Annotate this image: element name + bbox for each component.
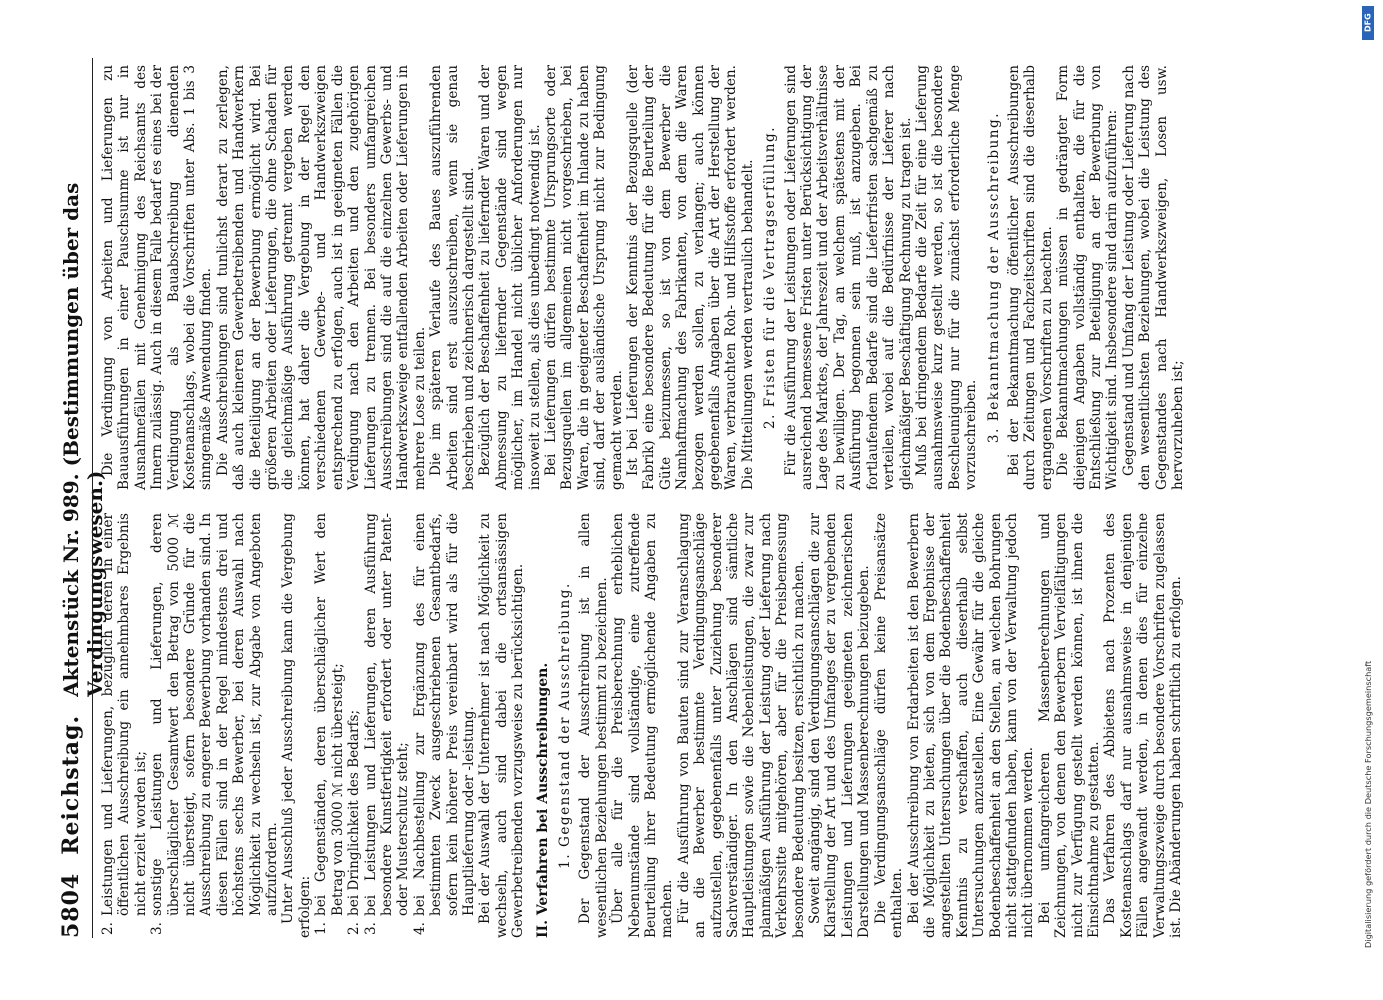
item-text: Leistungen und Lieferungen, bezüglich deren in einer öffentlichen Ausschreibung ein annehmbares Ergebnis nicht erzielt worden ist; [100,513,149,916]
item-text: bei Dringlichkeit des Bedarfs; [346,709,363,916]
paragraph: Der Gegenstand der Ausschreibung ist in allen wesentlichen Beziehungen bestimmt zu bezeichnen. [577,513,610,938]
header-title: Reichstag. [58,714,84,855]
paragraph: Die Verdingung von Arbeiten und Lieferungen zu Bauausführungen in einer Pauschsumme ist nur in Ausnahmefällen mit Genehmigung des Reichsamts des Innern zulässig. Auch in diesem Falle bedarf es eines bei der Verdingung als Bauabschreibung dienenden Kostenanschlags, wobei die Vorschriften unter Abs. 1 bis 3 sinngemäße Anwendung finden. [100,65,215,490]
paragraph: Für die Ausführung von Bauten sind zur Veranschlagung an die Bewerber bestimmte Verdingungsanschläge aufzustellen, gegebenenfalls unter Zuziehung besonderer Sachverständiger. In den Anschlägen sind sämtliche Hauptleistungen sowie die Nebenleistungen, die zwar zur planmäßigen Ausführung der Leistung oder Lieferung nach Verkehrssitte mitgehören, aber für die Preisbemessung besondere Bedeutung besitzen, ersichtlich zu machen. [675,513,807,938]
subsection-heading: 1. Gegenstand der Ausschreibung. [556,582,573,869]
subsection-heading: 3. Bekanntmachung der Ausschreibung. [985,111,1002,444]
item-number: 1. [313,922,330,935]
dfg-logo: DFG [1362,6,1374,40]
item-text: bei Gegenständen, deren überschläglicher Wert den Betrag von 3000 ℳ nicht übersteigt; [313,513,346,916]
item-number: 2. [100,922,116,935]
list-item [363,513,412,938]
paragraph: Gegenstand und Umfang der Leistung oder Lieferung nach den wesentlichsten Beziehungen, wobei die Leistung des Gegenstandes nach Handwerkszweigen, Losen usw. hervorzuheben ist; [1120,65,1186,490]
list-item [100,513,149,938]
list-item [412,513,478,938]
paragraph: Ist bei Lieferungen der Kenntnis der Bezugsquelle (der Fabrik) eine besondere Bedeutung für die Beurteilung der Güte beizumessen, so ist von dem Bewerber die Namhaftmachung des Fabrikanten, von dem die Waren bezogen werden sollen, zu verlangen; auch können gegebenenfalls Angaben über die Art der Herstellung der Waren, verbrauchten Roh- und Hilfsstoffe erfordert werden. Die Mitteilungen werden vertraulich behandelt. [625,65,756,490]
left-column [100,513,1184,938]
paragraph: Bei Lieferungen dürfen bestimmte Ursprungsorte oder Bezugsquellen im allgemeinen nicht vorgeschrieben, bei Waren, die in geeigneter Beschaffenheit im Inlande zu haben sind, darf der ausländische Ursprung nicht zur Bedingung gemacht werden. [542,65,625,490]
paragraph: Die Bekanntmachungen müssen in gedrängter Form diejenigen Angaben vollständig enthalten, die für die Entschließung zur Beteiligung an der Bewerbung von Wichtigkeit sind. Insbesondere sind darin aufzuführen: [1055,65,1121,490]
paragraph: Die Verdingungsanschläge dürfen keine Preisansätze enthalten. [872,513,906,938]
list-item [346,513,362,938]
paragraph: Bei der Bekanntmachung öffentlicher Ausschreibungen durch Zeitungen und Fachzeitschriften sind die dieserhalb ergangenen Vorschriften zu beachten. [1005,65,1055,490]
paragraph: Bei umfangreicheren Massenberechnungen und Zeichnungen, von denen den Bewerbern Vervielfältigungen nicht zur Verfügung gestellt werden können, ist ihnen die Einsichtnahme zu gestatten. [1036,513,1102,938]
section-heading: II. Verfahren bei Ausschreibungen. [534,662,551,938]
list-item [313,513,346,938]
digitization-credit: Digitalisierung gefördert durch die Deutsche Forschungsgemeinschaft [1363,660,1373,948]
paragraph: Muß bei dringendem Bedarfe die Zeit für eine Lieferung ausnahmsweise kurz gestellt werden, so ist die besondere Beschleunigung nur für die zunächst erforderliche Menge vorzuschreiben. [913,65,980,490]
paragraph: Über alle für die Preisberechnung erheblichen Nebenumstände sind vollständige, eine zutreffende Beurteilung ihrer Bedeutung ermöglichende Angaben zu machen. [610,513,676,938]
paragraph: Die Ausschreibungen sind tunlichst derart zu zerlegen, daß auch kleineren Gewerbetreibenden und Handwerkern die Beteiligung an der Bewerbung ermöglicht wird. Bei größeren Arbeiten oder Lieferungen, die ohne Schaden für die gleichmäßige Ausführung getrennt vergeben werden können, hat daher die Vergebung in der Regel den verschiedenen Gewerbe- und Handwerkszweigen entsprechend zu erfolgen, auch ist in geeigneten Fällen die Verdingung nach den Arbeiten und den zugehörigen Lieferungen zu trennen. Bei besonders umfangreichen Ausschreibungen sind die auf die einzelnen Gewerbs- und Handwerkszweige entfallenden Arbeiten oder Lieferungen in mehrere Lose zu teilen. [214,65,428,490]
item-number: 4. [411,922,428,935]
item-text: bei Leistungen und Lieferungen, deren Ausführung besondere Kunstfertigkeit erfordert oder unter Patent- oder Musterschutz steht; [362,513,412,916]
paragraph: Bezüglich der Beschaffenheit zu liefernder Waren und der Abmessung zu liefernder Gegenstände sind wegen möglicher, im Handel nicht üblicher Anforderungen nur insoweit zu stellen, als dies unbedingt notwendig ist. [477,65,543,490]
paragraph: Unter Ausschluß jeder Ausschreibung kann die Vergebung erfolgen: [280,513,313,938]
paragraph: Soweit angängig, sind den Verdingungsanschlägen die zur Klarstellung der Art und des Umfanges der zu vergebenden Leistungen und Lieferungen geeigneten zeichnerischen Darstellungen und Massenberechnungen beizugeben. [807,513,873,938]
right-column [100,65,1186,490]
list-item [149,513,280,938]
item-text: bei Nachbestellung zur Ergänzung des für einen bestimmten Zweck ausgeschriebenen Gesamtbedarfs, sofern kein höherer Preis vereinbart wird als für die Hauptlieferung oder -leistung. [411,513,477,916]
item-number: 2. [346,922,363,935]
paragraph: Für die Ausführung der Leistungen oder Lieferungen sind ausreichend bemessene Fristen unter Berücksichtigung der Lage des Marktes, der Jahreszeit und der Arbeitsverhältnisse zu bewilligen. Der Tag, an welchem spätestens mit der Ausführung begonnen sein muß, ist anzugeben. Bei fortlaufendem Bedarfe sind die Lieferfristen sachgemäß zu verteilen, wobei auf die Bedürfnisse der Lieferer nach gleichmäßiger Beschäftigung Rechnung zu tragen ist. [782,65,914,490]
item-number: 3. [362,922,379,935]
subsection-heading: 2. Fristen für die Vertragserfüllung. [762,125,779,430]
paragraph: Das Verfahren des Abbietens nach Prozenten des Kostenanschlags darf nur ausnahmsweise in denjenigen Fällen angewandt werden, in denen dies für einzelne Verwaltungszweige durch besondere Vorschriften zugelassen ist. Die Abänderungen haben schriftlich zu erfolgen. [1102,513,1184,938]
paragraph: Bei der Auswahl der Unternehmer ist nach Möglichkeit zu wechseln, auch sind dabei die ortsansässigen Gewerbetreibenden vorzugsweise zu berücksichtigen. [477,513,527,938]
item-text: sonstige Leistungen und Lieferungen, deren überschläglicher Gesamtwert den Betrag von 5000 ℳ nicht übersteigt, sofern besondere Gründe für die Ausschreibung zu engerer Bewerbung vorhanden sind. In diesen Fällen sind in der Regel mindestens drei und höchstens sechs Bewerber, bei deren Auswahl nach Möglichkeit zu wechseln ist, zur Abgabe von Angeboten aufzufordern. [149,513,281,916]
header-subtitle: Aktenstück Nr. 989. (Bestimmungen über das Verdingungswesen.) [59,182,107,697]
header-rule [92,58,93,938]
paragraph: Bei der Ausschreibung von Erdarbeiten ist den Bewerbern die Möglichkeit zu bieten, sich von dem Ergebnisse der angestellten Untersuchungen über die Bodenbeschaffenheit Kenntnis zu verschaffen, auch dieserhalb selbst Untersuchungen anzustellen. Eine Gewähr für die gleiche Bodenbeschaffenheit an den Stellen, an welchen Bohrungen nicht stattgefunden haben, kann von der Verwaltung jedoch nicht übernommen werden. [905,513,1037,938]
page-number: 5804 [58,872,84,938]
item-number: 3. [149,922,166,935]
paragraph: Die im späteren Verlaufe des Baues auszuführenden Arbeiten sind erst auszuschreiben, wenn sie genau beschrieben und zeichnerisch dargestellt sind. [428,65,477,490]
